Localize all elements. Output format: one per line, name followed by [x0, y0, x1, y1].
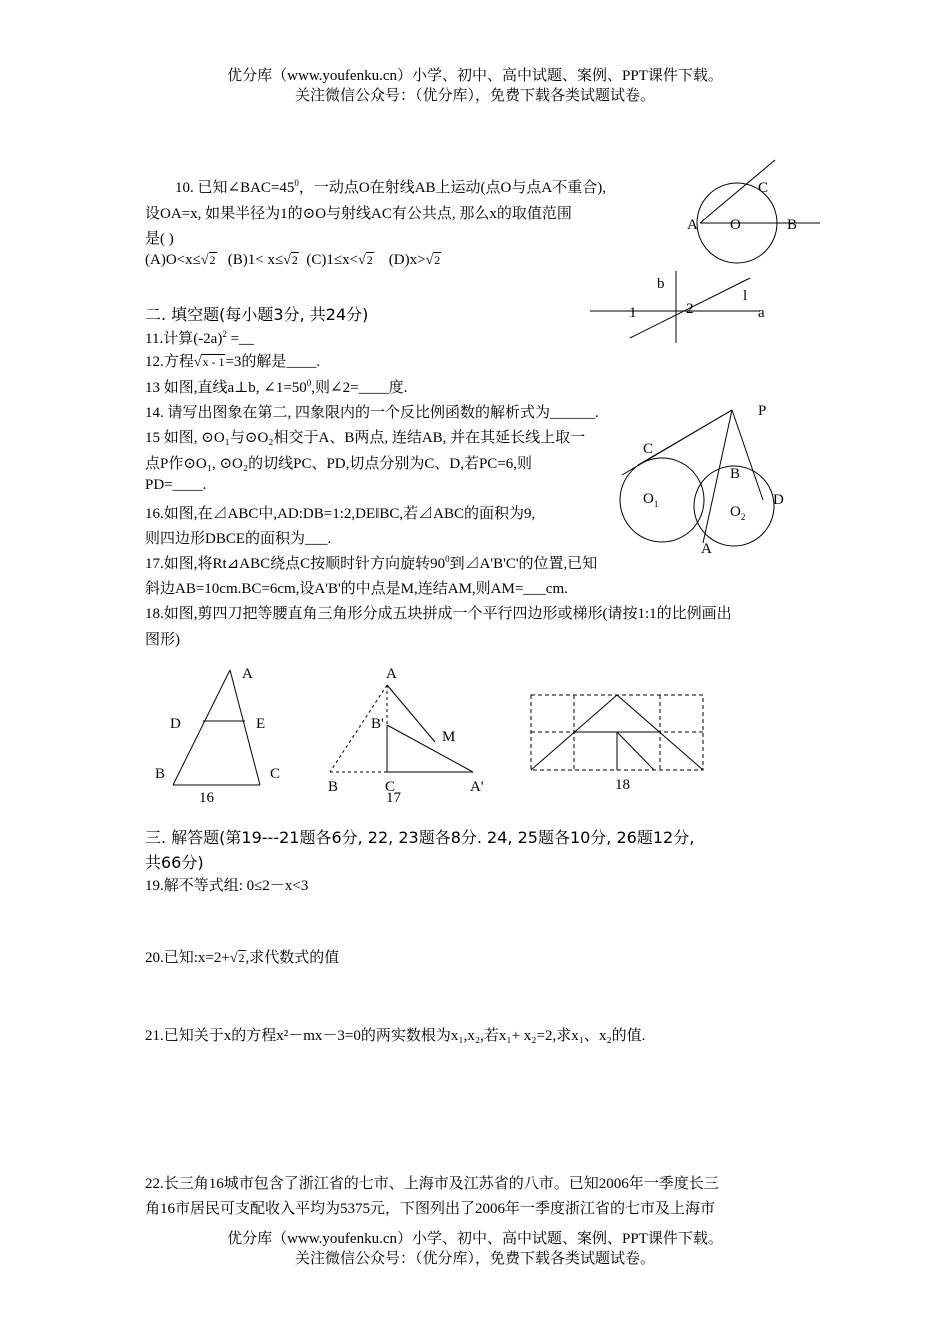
fig17-label-c: C: [385, 779, 396, 795]
q10-label-a: A: [687, 217, 698, 233]
q10-label-o: O: [730, 217, 741, 233]
fig17-label-b: B: [328, 779, 339, 795]
fig16-label-e: E: [256, 716, 266, 732]
q10-line-3: 是( ): [145, 231, 174, 247]
q18-line-1: 18.如图,剪四刀把等腰直角三角形分成五块拼成一个平行四边形或梯形(请按1:1的比例画出: [145, 606, 732, 622]
fig18-dissection-grid: [528, 692, 708, 774]
q17-line-1: 17.如图,将Rt⊿ABC绕点C按顺时针方向旋转$90^0$到⊿A'B'C'的位置,已知: [145, 554, 598, 572]
q13-label-l: l: [743, 288, 748, 304]
q13-label-a: a: [758, 305, 765, 321]
fig16-label-a: A: [242, 666, 253, 682]
fig17-label-m: M: [442, 729, 456, 745]
fig16-label-d: D: [170, 716, 181, 732]
q17-line-2: 斜边AB=10cm.BC=6cm,设A'B'的中点是M,连结AM,则AM=___cm.: [145, 581, 568, 597]
q15-line-2: 点P作⊙O₁, ⊙O₂的切线PC、PD,切点分别为C、D,若PC=6,则: [145, 456, 533, 472]
fig17-label-a: A: [386, 666, 397, 682]
q15-label-c: C: [643, 441, 654, 457]
q11: 11.计算$(-2a)^2$ =__: [145, 329, 255, 347]
q15-label-o1: $O_1$: [643, 491, 659, 509]
q10-line-2: 设OA=x, 如果半径为1的⊙O与射线AC有公共点, 那么x的取值范围: [145, 206, 572, 222]
fig17-caption: 17: [386, 790, 401, 806]
q13-label-2: 2: [686, 301, 694, 317]
fig16-label-b: B: [155, 766, 166, 782]
section-2-title: 二. 填空题(每小题3分, 共24分): [145, 305, 369, 324]
footer-line-1: 优分库（www.youfenku.cn）小学、初中、高中试题、案例、PPT课件下载。: [227, 1231, 723, 1247]
fig17-triangles: [325, 680, 485, 780]
q13-lines-figure: [585, 268, 775, 348]
fig17-label-bprime: B': [371, 716, 384, 732]
q16-line-1: 16.如图,在⊿ABC中,AD:DB=1:2,DE‖BC,若⊿ABC的面积为9,: [145, 506, 536, 522]
q15-circles-figure: [610, 400, 790, 560]
q10-label-b: B: [787, 217, 798, 233]
q14: 14. 请写出图象在第二, 四象限内的一个反比例函数的解析式为______.: [145, 405, 599, 421]
fig18-caption: 18: [615, 777, 630, 793]
q10-line-1: 10. 已知$\angle BAC=45^0$，一动点O在射线AB上运动(点O与点A不重合),: [175, 178, 606, 196]
q15-label-a: A: [701, 541, 712, 557]
q12: 12.方程√x - 1=3的解是____.: [145, 354, 321, 370]
q20: 20.已知:x=2+√2,求代数式的值: [145, 950, 340, 966]
q15-label-d: D: [773, 492, 784, 508]
q15-line-1: 15 如图, ⊙O₁与⊙O₂相交于A、B两点, 连结AB, 并在其延长线上取一: [145, 430, 586, 446]
header-line-1: 优分库（www.youfenku.cn）小学、初中、高中试题、案例、PPT课件下载。: [227, 68, 723, 84]
fig17-label-aprime: A': [470, 779, 484, 795]
q15-label-p: P: [758, 403, 767, 419]
q19: 19.解不等式组: 0≤2－x<3: [145, 878, 309, 894]
section-3-title-line-2: 共66分): [145, 853, 204, 872]
q15-line-3: PD=____.: [145, 477, 207, 493]
q18-line-2: 图形): [145, 632, 180, 648]
q22-line-1: 22.长三角16城市包含了浙江省的七市、上海市及江苏省的八市。已知2006年一季度长三: [145, 1176, 719, 1192]
q10-option-a: (A)O<x≤: [145, 252, 201, 268]
q10-circle-figure: [680, 155, 830, 265]
fig16-label-c: C: [270, 766, 281, 782]
q15-label-o2: $O_2$: [730, 504, 746, 522]
q21: 21.已知关于x的方程x²－mx－3=0的两实数根为x₁,x₂,若x₁+ x₂=2,求x₁、x₂的值.: [145, 1028, 646, 1044]
fig16-caption: 16: [199, 790, 214, 806]
section-3-title-line-1: 三. 解答题(第19---21题各6分, 22, 23题各8分. 24, 25题各10分, 26题12分,: [145, 828, 695, 847]
q22-line-2: 角16市居民可支配收入平均为5375元，下图列出了2006年一季度浙江省的七市及上海市: [145, 1201, 716, 1217]
q10-option-b: (B)1< x≤: [227, 252, 284, 268]
q13: 13 如图,直线a⊥b, $\angle 1=50^0$,则∠2=____度.: [145, 378, 408, 396]
footer-line-2: 关注微信公众号：（优分库），免费下载各类试题试卷。: [294, 1251, 655, 1267]
header-line-2: 关注微信公众号：（优分库），免费下载各类试题试卷。: [294, 88, 655, 104]
q13-label-1: 1: [629, 305, 637, 321]
q10-option-d: (D)x>: [388, 252, 426, 268]
q10-options: (A)O<x≤√2 (B)1< x≤√2 (C)1≤x<√2 (D)x>√2: [145, 252, 441, 268]
q15-label-b: B: [730, 466, 741, 482]
sqrt-symbol: √2: [200, 253, 216, 268]
q13-label-b: b: [657, 276, 665, 292]
q16-line-2: 则四边形DBCE的面积为___.: [145, 531, 332, 547]
q10-option-c: (C)1≤x<: [306, 252, 359, 268]
q10-label-c: C: [758, 180, 769, 196]
